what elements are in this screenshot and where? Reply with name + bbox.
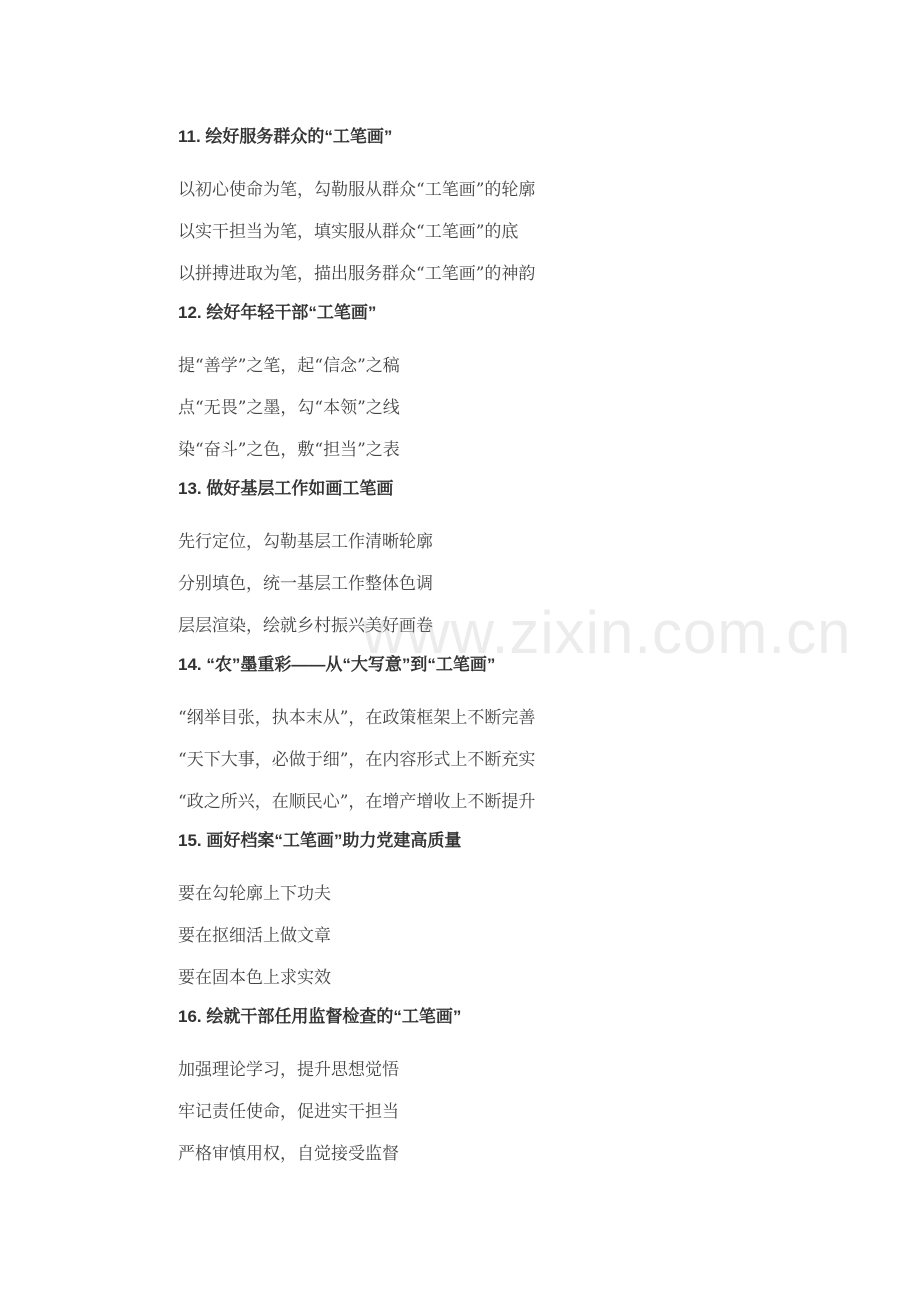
body-line: 要在抠细活上做文章: [178, 926, 331, 946]
body-line: 提“善学”之笔，起“信念”之稿: [178, 356, 400, 376]
body-line: “纲举目张，执本末从”，在政策框架上不断完善: [178, 708, 536, 728]
body-line: 牢记责任使命，促进实干担当: [178, 1102, 399, 1122]
body-line: 以初心使命为笔，勾勒服从群众“工笔画”的轮廓: [178, 180, 536, 200]
body-line: “天下大事，必做于细”，在内容形式上不断充实: [178, 750, 536, 770]
section-14: [178, 654, 536, 812]
body-line: 严格审慎用权，自觉接受监督: [178, 1144, 399, 1164]
body-line: 染“奋斗”之色，敷“担当”之表: [178, 440, 400, 460]
body-line: 加强理论学习，提升思想觉悟: [178, 1060, 399, 1080]
section-heading: 11. 绘好服务群众的“工笔画”: [178, 127, 393, 146]
section-heading: 16. 绘就干部任用监督检查的“工笔画”: [178, 1007, 462, 1026]
body-line: 以实干担当为笔，填实服从群众“工笔画”的底: [178, 222, 519, 242]
body-line: 分别填色，统一基层工作整体色调: [178, 574, 433, 594]
section-13: [178, 478, 433, 636]
section-heading: 12. 绘好年轻干部“工笔画”: [178, 303, 377, 322]
section-12: [178, 302, 400, 460]
body-line: 层层渲染，绘就乡村振兴美好画卷: [178, 616, 433, 636]
section-heading: 15. 画好档案“工笔画”助力党建高质量: [178, 831, 462, 850]
body-line: 点“无畏”之墨，勾“本领”之线: [178, 398, 400, 418]
section-heading: 13. 做好基层工作如画工笔画: [178, 479, 394, 498]
body-line: 要在勾轮廓上下功夫: [178, 884, 331, 904]
section-16: [178, 1006, 462, 1164]
body-line: 要在固本色上求实效: [178, 968, 331, 988]
section-heading: 14. “农”墨重彩——从“大写意”到“工笔画”: [178, 655, 496, 674]
section-15: [178, 830, 462, 988]
body-line: 先行定位，勾勒基层工作清晰轮廓: [178, 532, 433, 552]
watermark: www.zixin.com.cn: [362, 599, 852, 666]
body-line: 以拼搏进取为笔，描出服务群众“工笔画”的神韵: [178, 264, 536, 284]
section-11: [178, 126, 536, 284]
body-line: “政之所兴，在顺民心”，在增产增收上不断提升: [178, 792, 536, 812]
